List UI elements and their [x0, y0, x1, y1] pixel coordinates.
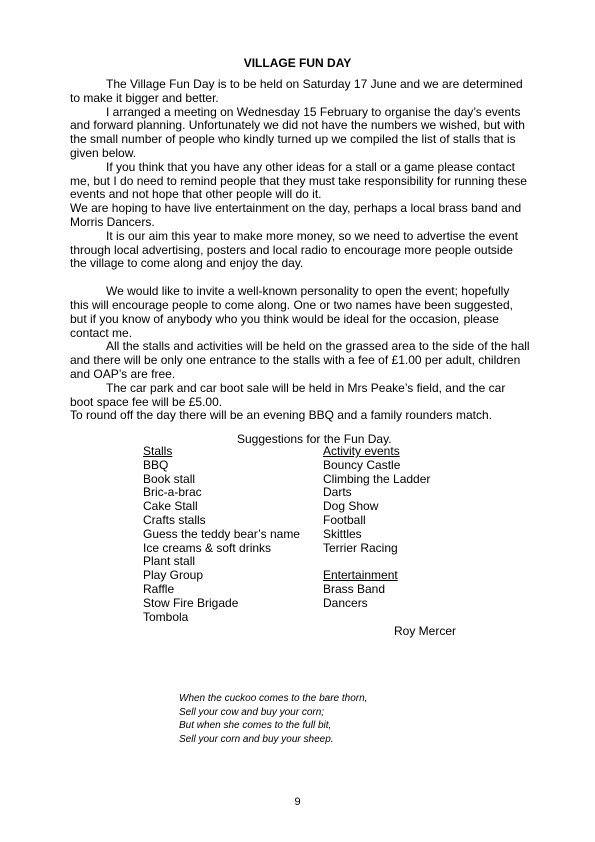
- stall-item: BBQ: [143, 457, 169, 472]
- activity-item: Football: [323, 512, 366, 527]
- body-text: [70, 78, 530, 423]
- activity-item: Skittles: [323, 526, 362, 541]
- page-number: 9: [294, 796, 301, 808]
- stall-item: Cake Stall: [143, 499, 198, 514]
- poem-line: Sell your corn and buy your sheep.: [179, 733, 334, 745]
- stall-item: Plant stall: [143, 554, 196, 569]
- column-spacer: [323, 555, 430, 569]
- stalls-heading: Stalls: [143, 444, 173, 458]
- page-title: VILLAGE FUN DAY: [243, 56, 352, 70]
- suggestions-title: Suggestions for the Fun Day.: [237, 432, 392, 446]
- stalls-column: [143, 445, 300, 624]
- stall-item: Stow Fire Brigade: [143, 595, 239, 610]
- activity-item: Climbing the Ladder: [323, 471, 431, 486]
- activity-item: Darts: [323, 485, 352, 500]
- paragraph: If you think that you have any other ideas for a stall or a game please contact me, but I do need to remind people that they must take responsibility for running these events and not hope that other people will do it.: [70, 159, 527, 202]
- signature: Roy Mercer: [394, 624, 457, 638]
- poem-line: But when she comes to the full bit,: [179, 720, 332, 731]
- stall-item: Crafts stalls: [143, 512, 206, 527]
- stall-item: Bric-a-brac: [143, 485, 202, 500]
- poem-line: When the cuckoo comes to the bare thorn,: [179, 693, 368, 704]
- entertainment-heading: Entertainment: [323, 568, 398, 583]
- stall-item: Guess the teddy bear’s name: [143, 526, 300, 541]
- activity-item: Bouncy Castle: [323, 457, 401, 472]
- stall-item: Raffle: [143, 581, 175, 596]
- activity-item: Dog Show: [323, 499, 379, 514]
- entertainment-item: Brass Band: [323, 581, 386, 596]
- activities-column: [323, 445, 430, 611]
- poem-line: Sell your cow and buy your corn;: [179, 706, 325, 718]
- paragraph: I arranged a meeting on Wednesday 15 February to organise the day’s events and forward planning. Unfortunately we did not have the numbers we wished, but with the small number of people who kindly turned up we compiled the list of stalls that is given below.: [70, 104, 525, 160]
- activity-item: Terrier Racing: [323, 540, 398, 555]
- paragraph: The car park and car boot sale will be held in Mrs Peake’s field, and the car boot space fee will be £5.00.: [70, 380, 506, 409]
- stall-item: Book stall: [143, 471, 196, 486]
- activity-heading: Activity events: [323, 444, 400, 458]
- poem: [179, 692, 367, 746]
- paragraph: We would like to invite a well-known personality to open the event; hopefully this will encourage people to come along. One or two names have been suggested, but if you know of anybody who you think would be ideal for the occasion, please contact me.: [70, 284, 513, 340]
- paragraph: To round off the day there will be an evening BBQ and a family rounders match.: [70, 408, 493, 423]
- stall-item: Tombola: [143, 609, 189, 624]
- paragraph: All the stalls and activities will be held on the grassed area to the side of the hall and there will be only one entrance to the stalls with a fee of £1.00 per adult, children and OAP’s are free.: [70, 339, 530, 381]
- stall-item: Play Group: [143, 568, 204, 583]
- paragraph: It is our aim this year to make more money, so we need to advertise the event through local advertising, posters and local radio to encourage more people outside the village to come along and enjoy the day.: [70, 228, 518, 271]
- entertainment-item: Dancers: [323, 595, 368, 610]
- stall-item: Ice creams & soft drinks: [143, 540, 272, 555]
- paragraph: We are hoping to have live entertainment on the day, perhaps a local brass band and Morris Dancers.: [70, 201, 522, 229]
- paragraph: The Village Fun Day is to be held on Saturday 17 June and we are determined to make it bigger and better.: [70, 77, 523, 105]
